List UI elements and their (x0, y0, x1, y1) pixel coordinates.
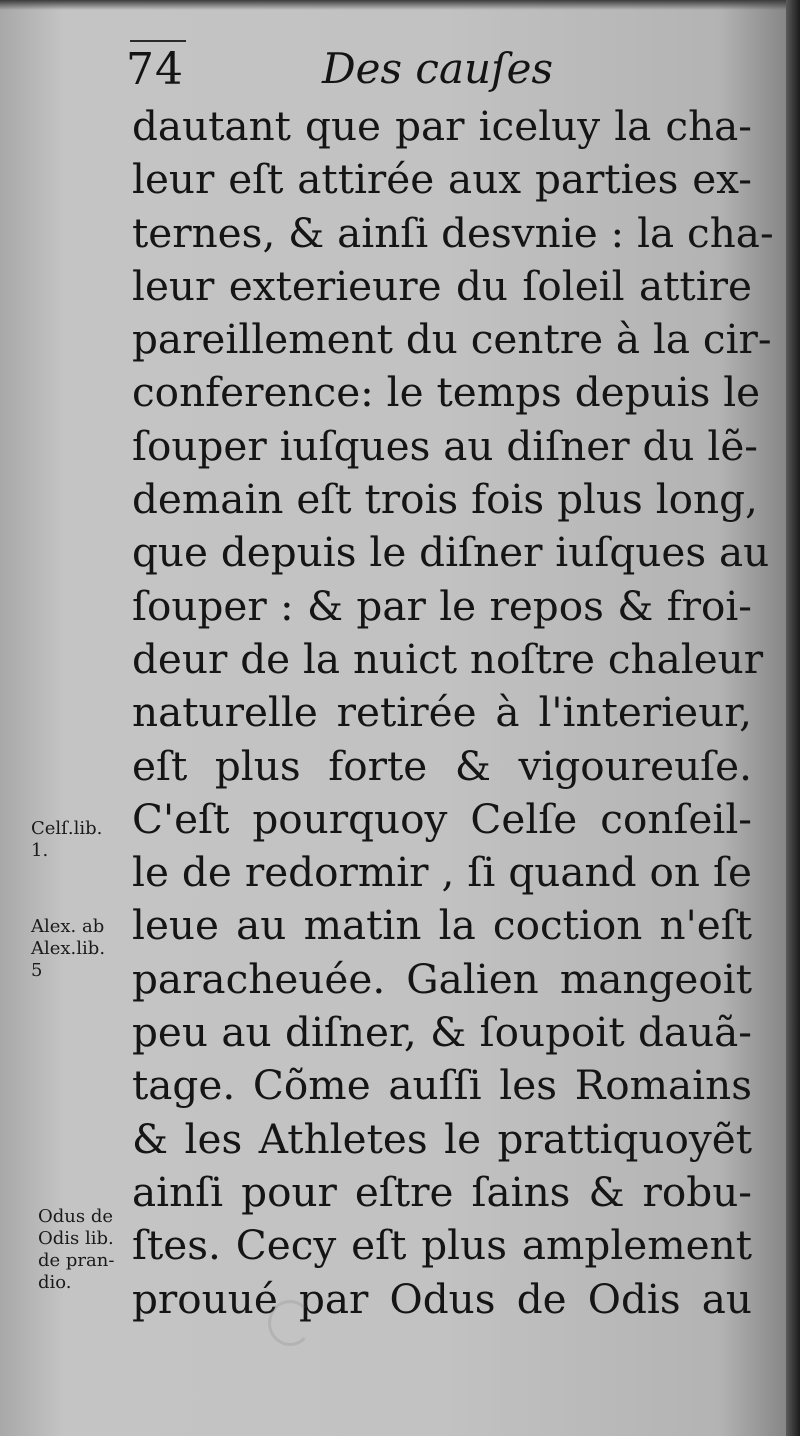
margin-note-line: 5 (31, 960, 43, 981)
text-line: demain eſt trois fois plus long, (132, 475, 758, 524)
text-line: paracheuée. Galien mangeoit (132, 954, 752, 1003)
text-line: eſt plus forte & vigoureuſe. (132, 741, 752, 790)
margin-note-line: 1. (31, 840, 49, 861)
text-line: ſouper : & par le repos & froi- (132, 581, 752, 630)
text-line: naturelle retirée à l'interieur, (132, 688, 752, 737)
page-number: 74 (126, 44, 184, 95)
margin-note-odus (38, 1206, 114, 1294)
margin-note-line: de pran- (38, 1250, 115, 1271)
text-line: pareillement du centre à la cir- (132, 315, 772, 364)
text-line: dautant que par iceluy la cha- (132, 102, 752, 150)
margin-note-line: dio. (38, 1272, 72, 1293)
page-gutter-shadow (786, 0, 800, 1436)
text-line: ſouper iuſques au diſner du lẽ- (132, 421, 758, 470)
text-line: leur eſt attirée aux parties ex- (132, 155, 752, 204)
text-line: ainſi pour eſtre ſains & robu- (132, 1167, 752, 1216)
margin-note-celsus (31, 818, 102, 862)
text-line: deur de la nuict noſtre chaleur (132, 634, 764, 683)
margin-note-alex (31, 916, 105, 982)
text-line: le de redormir , ſi quand on ſe (132, 848, 752, 897)
text-line: peu au diſner, & ſoupoit dauã- (132, 1008, 752, 1057)
text-line: tage. Cõme auſſi les Romains (132, 1061, 752, 1110)
page-top-shadow (0, 0, 800, 10)
ink-smudge (268, 1300, 312, 1346)
text-line: prouué par Odus de Odis au (132, 1274, 752, 1323)
text-line: & les Athletes le prattiquoyẽt (132, 1114, 752, 1163)
margin-note-line: Alex. ab (31, 916, 105, 937)
margin-note-line: Alex.lib. (31, 938, 106, 959)
text-line: ſtes. Cecy eſt plus amplement (132, 1221, 752, 1270)
body-text (132, 100, 774, 1326)
text-line: C'eſt pourquoy Celſe conſeil- (132, 794, 752, 843)
margin-note-line: Odis lib. (38, 1228, 114, 1249)
margin-note-line: Celſ.lib. (31, 818, 103, 839)
text-line: leue au matin la coction n'eſt (132, 901, 752, 950)
text-line: que depuis le diſner iuſques au (132, 528, 770, 577)
text-line: conference: le temps depuis le (132, 368, 761, 417)
header-rule (130, 40, 186, 42)
text-line: leur exterieure du ſoleil attire (132, 261, 752, 310)
running-title: Des cauſes (322, 44, 553, 93)
margin-note-line: Odus de (38, 1206, 114, 1227)
text-line: ternes, & ainſi desvnie : la cha- (132, 208, 774, 257)
